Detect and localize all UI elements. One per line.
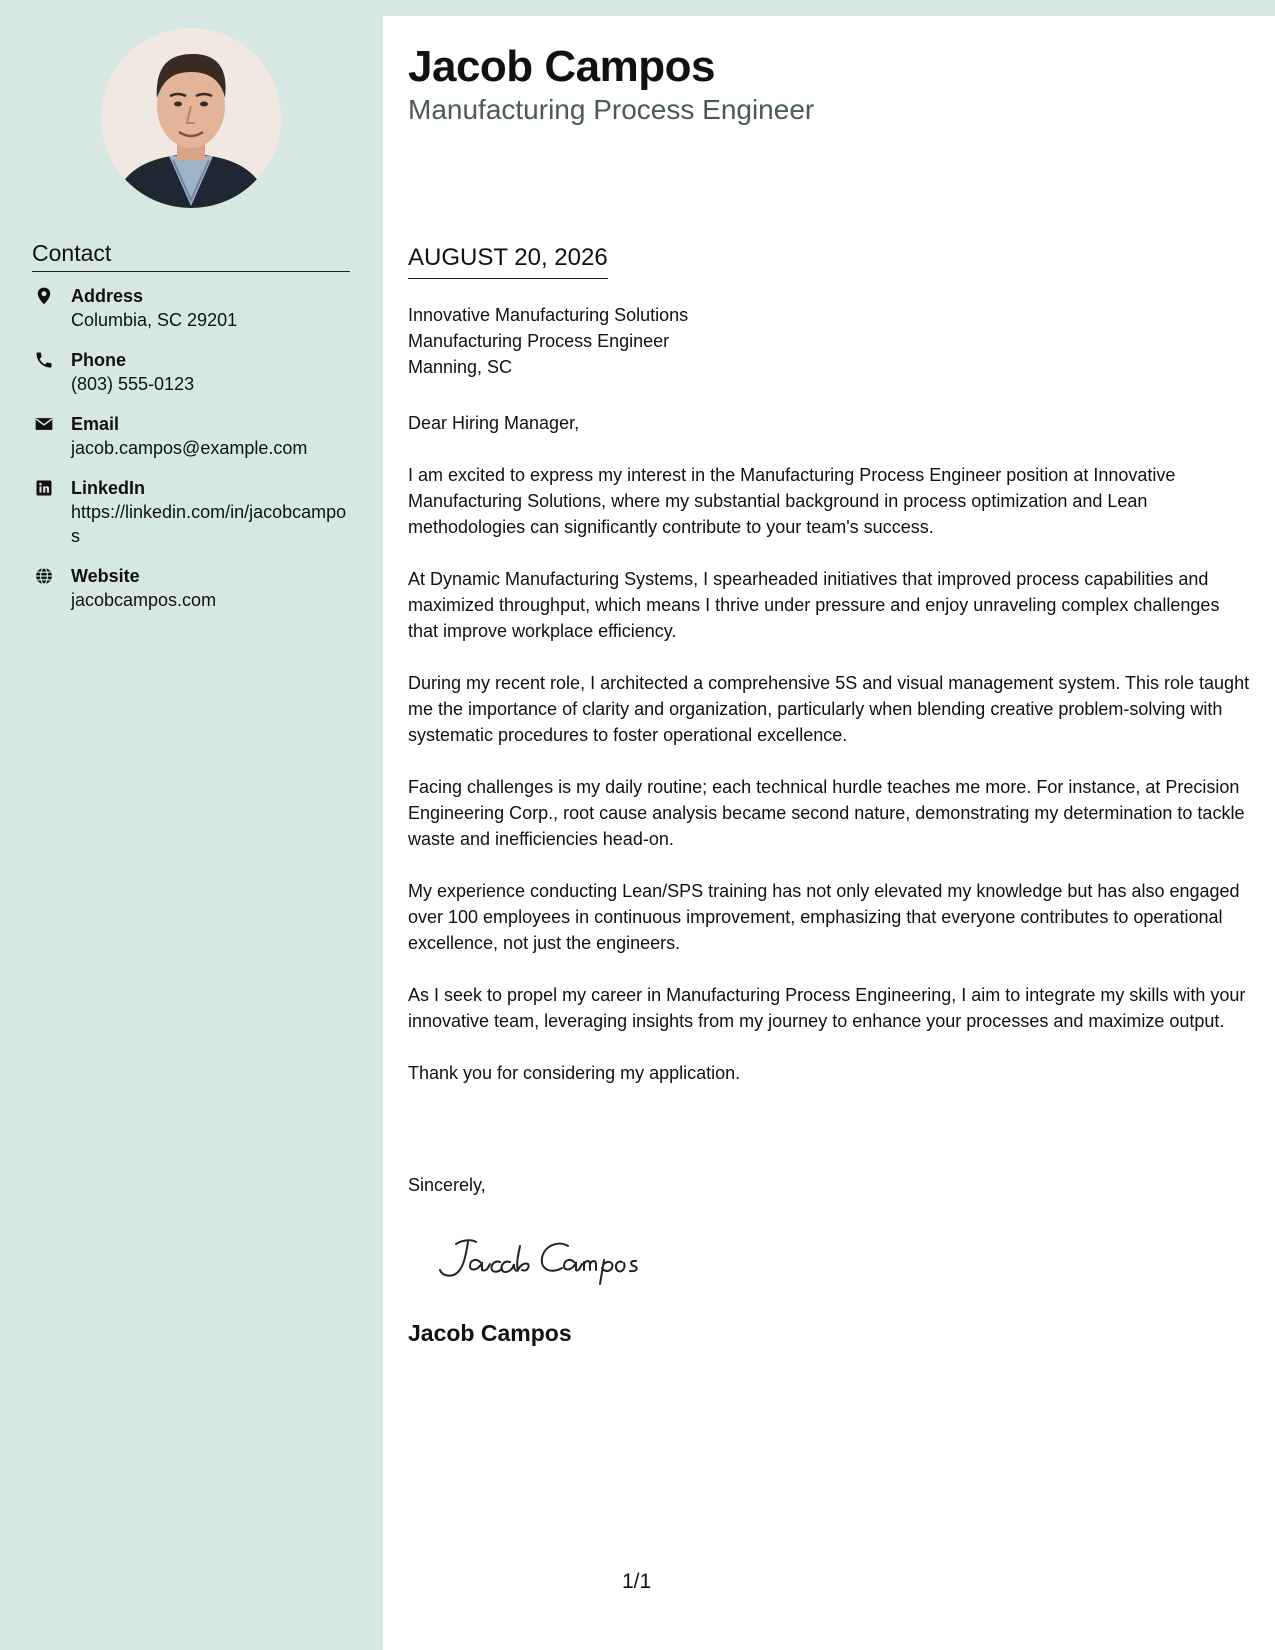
- contact-label: Website: [71, 566, 140, 586]
- envelope-icon: [34, 414, 54, 434]
- applicant-name: Jacob Campos: [408, 42, 715, 91]
- contact-heading: Contact: [32, 240, 350, 272]
- address-value: Columbia, SC 29201: [71, 310, 238, 330]
- contact-item-phone: [32, 348, 350, 396]
- recipient-company: Innovative Manufacturing Solutions: [408, 305, 689, 325]
- paragraph: As I seek to propel my career in Manufacturing Process Engineering, I aim to integrate my skills with your innovative team, leveraging insights from my journey to enhance your processes and maximize output.: [408, 985, 1246, 1031]
- letter-body: [408, 410, 1253, 1112]
- person-photo-icon: [101, 28, 281, 208]
- paragraph: At Dynamic Manufacturing Systems, I spearheaded initiatives that improved process capabilities and maximized throughput, which means I thrive under pressure and enjoy unraveling complex challenges that improve workplace efficiency.: [408, 569, 1220, 641]
- linkedin-value[interactable]: https://linkedin.com/in/jacobcampos: [71, 502, 347, 546]
- recipient-location: Manning, SC: [408, 357, 513, 377]
- contact-item-email: [32, 412, 350, 460]
- signer-name: Jacob Campos: [408, 1320, 572, 1346]
- contact-list: [32, 284, 350, 628]
- paragraph: Facing challenges is my daily routine; each technical hurdle teaches me more. For instance, at Precision Engineering Corp., root cause analysis became second nature, demonstrating my determination to tackle waste and inefficiencies head-on.: [408, 777, 1245, 849]
- recipient-block: [408, 302, 688, 380]
- applicant-title: Manufacturing Process Engineer: [408, 94, 815, 125]
- signature: [428, 1228, 668, 1288]
- salutation: Dear Hiring Manager,: [408, 413, 580, 433]
- contact-label: Phone: [71, 350, 127, 370]
- linkedin-icon: [34, 478, 54, 498]
- page-number: 1/1: [622, 1570, 652, 1593]
- contact-label: Address: [71, 286, 144, 306]
- paragraph: During my recent role, I architected a comprehensive 5S and visual management system. This role taught me the importance of clarity and organization, particularly when blending creative problem-solving with systematic procedures to foster operational excellence.: [408, 673, 1250, 745]
- email-value[interactable]: jacob.campos@example.com: [71, 438, 308, 458]
- closing: Sincerely,: [408, 1175, 486, 1195]
- phone-icon: [34, 350, 54, 370]
- paragraph: Thank you for considering my application.: [408, 1063, 741, 1083]
- contact-item-address: [32, 284, 350, 332]
- paragraph: I am excited to express my interest in the Manufacturing Process Engineer position at Innovative Manufacturing Solutions, where my substantial background in process optimization and Lean methodologies can significantly contribute to your team's success.: [408, 465, 1176, 537]
- website-value[interactable]: jacobcampos.com: [71, 590, 217, 610]
- avatar: [101, 28, 281, 208]
- contact-label: LinkedIn: [71, 478, 146, 498]
- paragraph: My experience conducting Lean/SPS training has not only elevated my knowledge but has also engaged over 100 employees in continuous improvement, emphasizing that everyone contributes to operational excellence, not just the engineers.: [408, 881, 1240, 953]
- sidebar: [0, 0, 383, 1650]
- location-pin-icon: [34, 286, 54, 306]
- letter-date: AUGUST 20, 2026: [408, 244, 608, 279]
- contact-label: Email: [71, 414, 120, 434]
- recipient-position: Manufacturing Process Engineer: [408, 331, 670, 351]
- contact-item-website: [32, 564, 350, 612]
- phone-value: (803) 555-0123: [71, 374, 195, 394]
- contact-item-linkedin: [32, 476, 350, 548]
- globe-icon: [34, 566, 54, 586]
